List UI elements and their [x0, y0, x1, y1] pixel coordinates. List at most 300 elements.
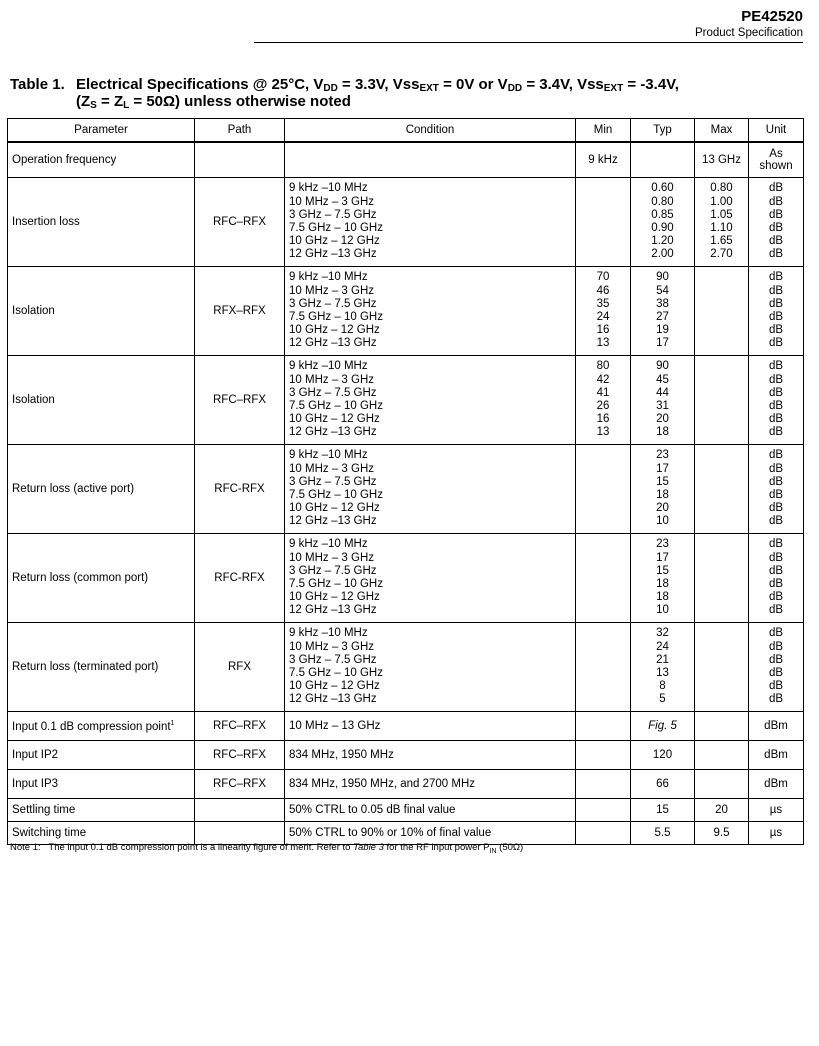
value-line: dB: [768, 564, 784, 577]
value-line: 12 GHz –13 GHz: [289, 604, 377, 617]
value-line: 9 kHz –10 MHz: [289, 538, 368, 551]
cell-min: [576, 623, 631, 712]
value-line: 3 GHz – 7.5 GHz: [289, 653, 377, 666]
cell-path: RFC–RFX: [195, 178, 285, 267]
value-line: 24: [656, 640, 669, 653]
cell-typ: [631, 712, 695, 741]
value-line: [699, 502, 744, 515]
cell-parameter: [8, 267, 195, 356]
cell-condition: [285, 534, 576, 623]
cell-typ: [631, 741, 695, 770]
value-line: [580, 209, 626, 222]
value-line: [580, 222, 626, 235]
cell-unit: [749, 178, 804, 267]
value-line: 13: [596, 426, 610, 439]
table-row: [8, 267, 804, 356]
col-path: Path: [195, 119, 285, 143]
cell-parameter: [8, 142, 195, 178]
footnote: [10, 842, 523, 855]
header-row: [8, 119, 804, 143]
text-run: L: [123, 100, 130, 111]
cell-condition: [285, 741, 576, 770]
value-line: 13: [596, 337, 610, 350]
value-line: [699, 552, 744, 565]
value-line: 9 kHz –10 MHz: [289, 182, 368, 195]
value-line: 10 GHz – 12 GHz: [289, 502, 380, 515]
cell-condition: [285, 267, 576, 356]
text-run: = 50Ω) unless otherwise noted: [129, 93, 351, 110]
value-line: 7.5 GHz – 10 GHz: [289, 578, 383, 590]
cell-max: [695, 822, 749, 845]
cell-min: [576, 822, 631, 845]
value-line: 12 GHz –13 GHz: [289, 515, 377, 528]
table-title-line1: [76, 76, 679, 93]
value-line: dB: [768, 297, 784, 310]
cell-parameter: [8, 712, 195, 741]
value-line: [699, 463, 744, 476]
value-line: dB: [768, 235, 784, 248]
table-row: [8, 534, 804, 623]
cell-min: [576, 770, 631, 799]
value-line: 3 GHz – 7.5 GHz: [289, 208, 377, 221]
value-line: [699, 337, 744, 350]
value-line: [580, 565, 626, 578]
text-run: = -3.4V,: [623, 76, 679, 93]
value-line: dB: [768, 693, 784, 706]
value-line: [580, 641, 626, 654]
cell-parameter: [8, 770, 195, 799]
value-line: 32: [656, 627, 669, 640]
value-line: 0.90: [651, 222, 674, 234]
table-row: [8, 623, 804, 712]
value-line: 3 GHz – 7.5 GHz: [289, 475, 377, 488]
cell-typ: [631, 770, 695, 799]
parameter-text: Switching time: [12, 827, 87, 839]
value-line: 18: [656, 591, 669, 604]
value-line: 19: [656, 324, 669, 337]
text-run: The input 0.1 dB compression point is a linearity figure of merit. Refer to: [48, 842, 354, 853]
cell-max: [695, 623, 749, 712]
value-line: 90: [656, 360, 669, 373]
value-line: shown: [759, 160, 793, 172]
value-line: dB: [768, 182, 784, 195]
value-line: 42: [596, 373, 610, 386]
value-line: dB: [768, 222, 784, 234]
value-line: 50% CTRL to 90% or 10% of final value: [289, 827, 492, 839]
table-row: [8, 770, 804, 799]
value-line: [699, 374, 744, 387]
cell-typ: [631, 142, 695, 178]
value-line: 0.85: [651, 208, 674, 221]
value-line: dB: [768, 538, 784, 551]
value-line: dB: [768, 640, 784, 653]
text-run: = 3.3V, Vss: [337, 76, 420, 93]
value-line: 10 MHz – 3 GHz: [289, 195, 374, 208]
value-line: [699, 489, 744, 502]
cell-max: [695, 356, 749, 445]
cell-typ: [631, 445, 695, 534]
cell-max: [695, 712, 749, 741]
value-line: dB: [768, 271, 784, 284]
cell-min: [576, 712, 631, 741]
value-line: 1.20: [651, 235, 674, 248]
value-line: [699, 413, 744, 426]
value-line: 10 MHz – 3 GHz: [289, 373, 374, 386]
value-line: dBm: [764, 778, 788, 790]
footnote-ref: 1: [170, 719, 175, 727]
cell-max: [695, 142, 749, 178]
col-parameter: Parameter: [8, 119, 195, 143]
value-line: [580, 667, 626, 680]
cell-min: [576, 799, 631, 822]
value-line: 10 MHz – 3 GHz: [289, 462, 374, 475]
value-line: [580, 502, 626, 515]
value-line: 10 MHz – 3 GHz: [289, 551, 374, 564]
parameter-text: Isolation: [12, 305, 55, 317]
value-line: 0.80: [710, 182, 733, 195]
cell-typ: [631, 822, 695, 845]
cell-condition: [285, 445, 576, 534]
cell-unit: [749, 741, 804, 770]
value-line: µs: [769, 827, 783, 839]
value-line: dB: [768, 449, 784, 462]
value-line: [580, 538, 626, 551]
cell-unit: [749, 445, 804, 534]
value-line: 41: [596, 386, 610, 399]
value-line: As: [769, 148, 783, 160]
value-line: dB: [768, 578, 784, 590]
value-line: [699, 538, 744, 551]
cell-path: RFC–RFX: [195, 770, 285, 799]
value-line: [699, 578, 744, 591]
value-line: 7.5 GHz – 10 GHz: [289, 667, 383, 679]
page-header: [695, 8, 803, 40]
cell-parameter: [8, 623, 195, 712]
value-line: dB: [768, 400, 784, 412]
value-line: dB: [768, 653, 784, 666]
cell-condition: [285, 356, 576, 445]
value-line: 2.00: [651, 248, 674, 261]
value-line: 7.5 GHz – 10 GHz: [289, 222, 383, 234]
cell-condition: [285, 178, 576, 267]
value-line: [580, 680, 626, 693]
cell-typ: [631, 178, 695, 267]
value-line: 8: [659, 680, 666, 693]
value-line: [699, 641, 744, 654]
value-line: 15: [656, 475, 669, 488]
value-line: 18: [656, 578, 669, 590]
doc-type: Product Specification: [694, 27, 803, 39]
value-line: 10 GHz – 12 GHz: [289, 235, 380, 248]
cell-unit: [749, 267, 804, 356]
table-row: [8, 356, 804, 445]
table-title-line2: [10, 93, 679, 110]
value-line: [699, 604, 744, 617]
value-line: 17: [656, 337, 669, 350]
parameter-text: Input 0.1 dB compression point: [12, 720, 171, 733]
value-line: 15: [656, 564, 669, 577]
value-line: 10 GHz – 12 GHz: [289, 591, 380, 604]
value-line: [699, 627, 744, 640]
cell-unit: [749, 822, 804, 845]
value-line: 45: [656, 373, 669, 386]
cell-min: [576, 534, 631, 623]
cell-path: [195, 799, 285, 822]
value-line: [699, 693, 744, 706]
value-line: [580, 489, 626, 502]
value-line: 17: [656, 551, 669, 564]
cell-condition: [285, 770, 576, 799]
value-line: 10 MHz – 3 GHz: [289, 284, 374, 297]
value-line: [699, 449, 744, 462]
value-line: 834 MHz, 1950 MHz, and 2700 MHz: [289, 778, 476, 790]
table-row: [8, 178, 804, 267]
value-line: 18: [656, 426, 669, 439]
parameter-text: Operation frequency: [12, 154, 117, 166]
value-line: 66: [656, 778, 669, 790]
value-line: 120: [652, 749, 673, 761]
cell-typ: [631, 534, 695, 623]
value-line: [699, 285, 744, 298]
value-line: 9 kHz: [588, 154, 618, 166]
value-line: 26: [596, 400, 610, 412]
value-line: 20: [656, 502, 669, 515]
col-typ: Typ: [631, 119, 695, 143]
cell-path: RFX–RFX: [195, 267, 285, 356]
cell-condition: [285, 799, 576, 822]
value-line: 18: [656, 489, 669, 501]
parameter-text: Isolation: [12, 394, 55, 406]
text-run: EXT: [419, 83, 439, 94]
value-line: [699, 360, 744, 373]
value-line: 10: [656, 515, 669, 528]
cell-path: RFC-RFX: [195, 534, 285, 623]
value-line: dB: [768, 360, 784, 373]
parameter-text: Input IP3: [12, 778, 59, 790]
value-line: [580, 578, 626, 591]
cell-max: [695, 178, 749, 267]
col-unit: Unit: [749, 119, 804, 143]
text-run: EXT: [603, 83, 624, 94]
text-run: Table 3: [353, 842, 384, 853]
value-line: 23: [656, 538, 669, 551]
cell-max: [695, 741, 749, 770]
cell-parameter: [8, 445, 195, 534]
cell-parameter: [8, 178, 195, 267]
value-line: 7.5 GHz – 10 GHz: [289, 489, 383, 501]
value-line: 10: [656, 604, 669, 617]
value-line: dB: [768, 591, 784, 604]
parameter-text: Insertion loss: [12, 216, 80, 228]
value-line: dB: [768, 667, 784, 679]
cell-path: RFX: [195, 623, 285, 712]
cell-max: [695, 267, 749, 356]
cell-typ: [631, 356, 695, 445]
cell-unit: [749, 356, 804, 445]
value-line: [580, 248, 626, 261]
cell-max: [695, 534, 749, 623]
value-line: 1.05: [710, 208, 733, 221]
cell-typ: [631, 267, 695, 356]
parameter-text: Settling time: [12, 804, 76, 816]
value-line: [699, 311, 744, 324]
value-line: [699, 654, 744, 667]
cell-unit: [749, 142, 804, 178]
value-line: [580, 552, 626, 565]
col-min: Min: [576, 119, 631, 143]
cell-typ: [631, 799, 695, 822]
value-line: [580, 591, 626, 604]
value-line: 5.5: [654, 827, 671, 839]
part-number: PE42520: [741, 8, 803, 25]
value-line: 13: [656, 667, 669, 679]
text-run: for the RF input power P: [383, 842, 490, 853]
value-line: dB: [768, 426, 784, 439]
cell-path: [195, 142, 285, 178]
value-line: dB: [768, 551, 784, 564]
value-line: 27: [656, 311, 669, 323]
value-line: [699, 667, 744, 680]
value-line: [699, 271, 744, 284]
cell-parameter: [8, 799, 195, 822]
col-condition: Condition: [285, 119, 576, 143]
value-line: dB: [768, 324, 784, 337]
value-line: dB: [768, 337, 784, 350]
value-line: dB: [768, 373, 784, 386]
value-line: dB: [768, 413, 784, 426]
value-line: 0.80: [651, 195, 674, 208]
value-line: 21: [656, 653, 669, 666]
value-line: [699, 298, 744, 311]
table-row: [8, 741, 804, 770]
value-line: [580, 627, 626, 640]
value-line: 1.65: [710, 235, 733, 248]
value-line: 3 GHz – 7.5 GHz: [289, 386, 377, 399]
cell-max: [695, 770, 749, 799]
value-line: dB: [768, 462, 784, 475]
value-line: dB: [768, 248, 784, 261]
value-line: 5: [659, 693, 666, 706]
text-run: = 0V or V: [438, 76, 508, 93]
text-run: IN: [489, 847, 497, 855]
value-line: [699, 476, 744, 489]
cell-min: [576, 356, 631, 445]
col-max: Max: [695, 119, 749, 143]
value-line: µs: [769, 804, 783, 816]
parameter-text: Return loss (common port): [12, 572, 149, 584]
value-line: 10 GHz – 12 GHz: [289, 324, 380, 337]
value-line: 1.00: [710, 195, 733, 208]
value-line: 12 GHz –13 GHz: [289, 248, 377, 261]
value-line: dB: [768, 515, 784, 528]
value-line: 12 GHz –13 GHz: [289, 693, 377, 706]
value-line: dB: [768, 489, 784, 501]
footnote-label: Note 1:: [10, 842, 41, 853]
value-line: 46: [596, 284, 610, 297]
cell-min: [576, 741, 631, 770]
value-line: dB: [768, 502, 784, 515]
value-line: 90: [656, 271, 669, 284]
cell-parameter: [8, 741, 195, 770]
cell-parameter: [8, 356, 195, 445]
value-line: 10 GHz – 12 GHz: [289, 680, 380, 693]
value-line: 2.70: [710, 248, 733, 261]
value-line: 50% CTRL to 0.05 dB final value: [289, 804, 456, 816]
value-line: 23: [656, 449, 669, 462]
value-line: [699, 565, 744, 578]
value-line: [580, 449, 626, 462]
value-line: 44: [656, 386, 669, 399]
value-line: dB: [768, 386, 784, 399]
value-line: dB: [768, 475, 784, 488]
text-run: S: [90, 100, 97, 111]
value-line: 13 GHz: [702, 154, 741, 166]
value-line: 9 kHz –10 MHz: [289, 360, 368, 373]
table-label: Table 1.: [10, 76, 65, 93]
value-line: 10 GHz – 12 GHz: [289, 413, 380, 426]
cell-min: [576, 178, 631, 267]
value-line: 54: [656, 284, 669, 297]
value-line: 9.5: [713, 827, 730, 839]
value-line: 80: [596, 360, 610, 373]
value-line: 9 kHz –10 MHz: [289, 449, 368, 462]
value-line: [699, 591, 744, 604]
value-line: [699, 400, 744, 413]
value-line: 70: [596, 271, 610, 284]
value-line: dB: [768, 680, 784, 693]
cell-condition: [285, 623, 576, 712]
value-line: 17: [656, 462, 669, 475]
table-row: [8, 445, 804, 534]
cell-min: [576, 445, 631, 534]
table-title: [10, 76, 679, 110]
parameter-text: Return loss (active port): [12, 483, 135, 495]
text-run: DD: [323, 83, 338, 94]
cell-min: [576, 142, 631, 178]
value-line: 7.5 GHz – 10 GHz: [289, 400, 383, 412]
value-line: 20: [715, 804, 728, 816]
parameter-text: Input IP2: [12, 749, 59, 761]
value-line: [580, 235, 626, 248]
cell-unit: [749, 534, 804, 623]
value-line: 35: [596, 297, 610, 310]
text-run: = Z: [96, 93, 124, 110]
value-line: dB: [768, 604, 784, 617]
value-line: 834 MHz, 1950 MHz: [289, 749, 394, 761]
value-line: 10 MHz – 13 GHz: [289, 720, 381, 732]
value-line: 12 GHz –13 GHz: [289, 337, 377, 350]
cell-condition: [285, 142, 576, 178]
value-line: dBm: [764, 749, 788, 761]
cell-path: RFC-RFX: [195, 445, 285, 534]
value-line: 38: [656, 297, 669, 310]
cell-min: [576, 267, 631, 356]
value-line: 24: [596, 311, 610, 323]
cell-condition: [285, 712, 576, 741]
table-row: [8, 799, 804, 822]
value-line: [580, 463, 626, 476]
text-run: (50Ω): [496, 842, 524, 853]
value-line: 9 kHz –10 MHz: [289, 627, 368, 640]
cell-unit: [749, 799, 804, 822]
value-line: [699, 426, 744, 439]
value-line: [580, 604, 626, 617]
value-line: [580, 654, 626, 667]
header-rule: [254, 42, 803, 43]
value-line: dBm: [764, 720, 788, 732]
value-line: 10 MHz – 3 GHz: [289, 640, 374, 653]
value-line: 1.10: [710, 222, 733, 234]
